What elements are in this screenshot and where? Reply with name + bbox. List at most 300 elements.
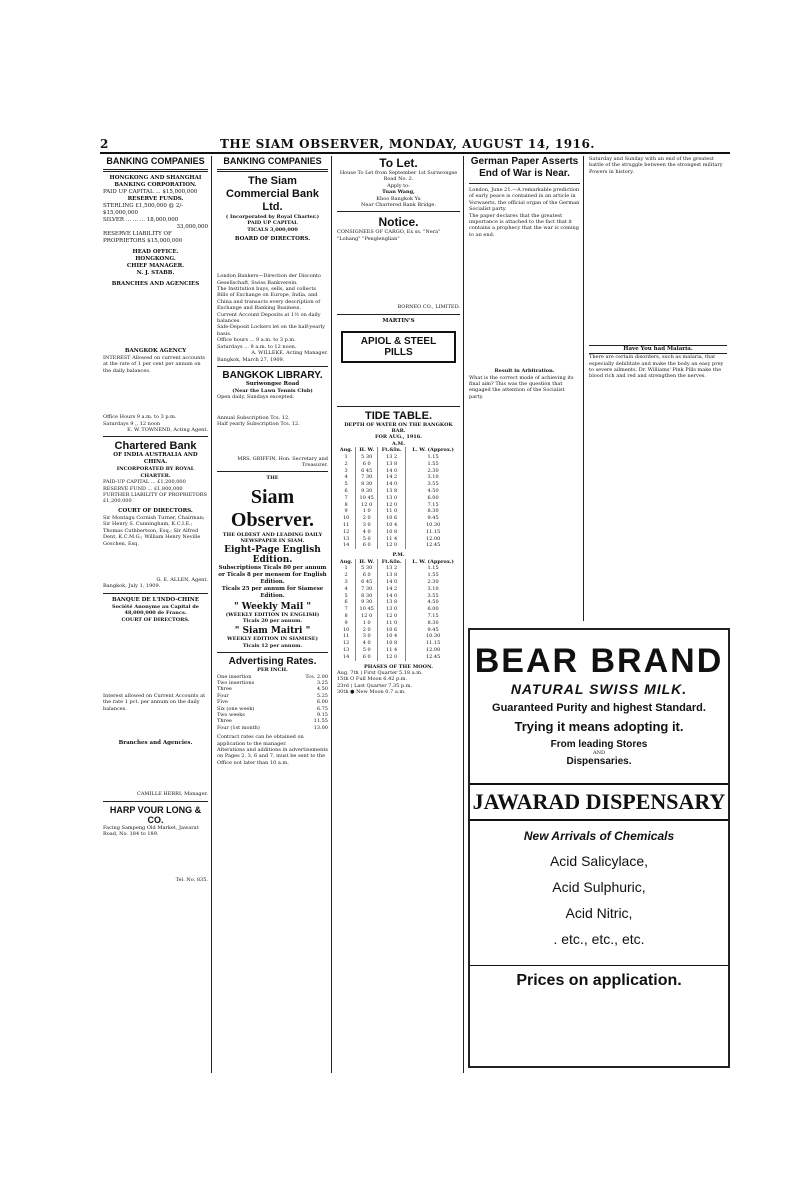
siamese-ticals: Ticals 12 per annum. [242,642,303,649]
tide-cell: 11 0 [378,508,406,515]
indochine-directors [103,623,208,693]
deposit-note: Interest allowed on Current Accounts at the rate 1 pct. per annum on the daily balances. [103,692,206,712]
column-news [466,156,584,621]
tide-row [337,495,460,502]
library-half: Half yearly Subscription Tcs. 12. [217,421,300,428]
notice-signature: BORNEO CO., LIMITED. [397,304,460,311]
trying: Trying it means adopting it. [514,719,684,734]
tide-cell: 10 4 [378,633,406,640]
tide-cell: 10 8 [378,529,406,536]
rate-value: 11.55 [313,718,328,725]
tide-cell: 10 [342,626,350,633]
divider [217,471,328,472]
indochine-court: COURT OF DIRECTORS. [121,616,190,623]
tide-cell: 11 0 [378,620,406,627]
tide-row [337,647,460,654]
directors-list: Sir Montagu Cornish Turner, Chairman; Sir Henry S. Cunningham, K.C.I.E.; Thomas Cuthbertson, Esq.; Sir Alfred Dent, K.C.M.G.; William Henry Neville Goschen, Esq. [103,514,205,547]
library-heading: BANGKOK LIBRARY. [222,369,323,381]
tide-cell: 11 4 [378,647,406,654]
tide-cell: 7 30 [356,586,378,593]
column-heading: BANKING COMPANIES [106,156,205,166]
weekly-ticals: Ticals 20 per annum. [242,617,303,624]
rate-label: Six (one week) [217,705,255,712]
rate-value: 9.15 [316,712,328,719]
tide-col-header: Aug. [339,447,353,454]
tide-cell: 10 6 [378,515,406,522]
tide-cell: 1 [344,454,348,461]
saturday-hours: Saturdays 9 ,, 12 noon [103,420,161,427]
divider [217,169,328,172]
tide-am: A.M. [392,440,405,447]
rate-value: 5.25 [316,692,328,699]
tide-cell: 11 4 [378,536,406,543]
tide-cell: 4 0 [356,640,378,647]
pills-name: APIOL & STEEL PILLS [341,331,456,363]
tide-row [337,633,460,640]
tide-cell: 7 30 [356,474,378,481]
chartered-heading: Chartered Bank [114,440,197,453]
tide-row [337,454,460,461]
observer-oldest: THE OLDEST AND LEADING DAILY NEWSPAPER IN SIAM. [222,531,323,545]
tide-cell: 7 [344,494,348,501]
library-terms [217,428,328,456]
tide-row [337,606,460,613]
rate-label: Two weeks [217,712,245,719]
acid-item: Acid Salicylace, [549,853,649,870]
tide-row [337,613,460,620]
library-road: Suriwongse Road [245,380,300,387]
library-block [217,401,328,415]
tide-cell: 10 45 [356,495,378,502]
tide-cell: 5 30 [356,565,378,572]
divider [103,169,208,172]
tide-table-am [337,447,460,549]
sterling: STERLING £1,500,000 @ 2/- $15,000,000 [103,203,184,216]
tide-cell: 12 0 [378,654,406,661]
tide-cell: 9 30 [356,488,378,495]
divider [337,406,460,407]
contract-note: Contract rates can be obtained on application to the manager. [217,734,304,747]
tide-cell: 6 45 [356,468,378,475]
tide-cell: 5 0 [356,647,378,654]
rate-value: 13.00 [313,724,328,731]
acids-list [470,853,728,947]
moon-phase: 15th O Full Moon 6.42 p.m. [337,676,408,683]
library-subscription: Annual Subscription Tcs. 12. [217,414,290,421]
rate-value: 4.50 [316,686,328,693]
tide-cell: 5 0 [356,536,378,543]
tuan-name: Tuan Wang, [382,189,415,196]
rate-value: 6.75 [316,705,328,712]
tide-col-header: Aug. [339,558,353,565]
tide-cell: 12.00 [406,536,460,543]
tide-cell: 4 0 [356,529,378,536]
malaria-heading: Have You had Malaria. [589,345,727,354]
library-near: (Near the Lawn Tennis Club) [232,387,313,394]
rate-value: Tcs. 2.00 [305,673,328,680]
tide-row [337,522,460,529]
pills-body [337,369,460,403]
siam-maitri: " Siam Maitri " [234,626,311,637]
tide-cell: 6 0 [356,572,378,579]
notice-heading: Notice. [378,215,419,230]
rate-value: 6.00 [316,699,328,706]
chartered-signature: G. E. ALLEN, Agent. [156,576,208,583]
rate-row [217,725,328,731]
observer-name: Siam Observer. [230,485,315,531]
divider [103,593,208,594]
incorporated: INCORPORATED BY ROYAL CHARTER. [116,466,195,479]
branches-list [103,288,208,348]
tide-cell: 13 8 [378,461,406,468]
tide-cell: 5 [344,592,348,599]
tide-col-header: Ft.&In. [378,447,406,454]
tide-cell: 10.30 [406,633,460,640]
tide-cell: 1 0 [356,620,378,627]
tide-cell: 9.45 [406,515,460,522]
tide-cell: 14 2 [378,586,406,593]
pills-top: MARTIN'S [382,317,415,324]
tide-cell: 3 0 [356,522,378,529]
tide-cell: 3 [344,579,348,586]
article-continued: Saturday and Sunday with an end of the greatest battle of the struggle between the strongest military Powers in history. [589,156,723,175]
column-heading: BANKING COMPANIES [223,156,322,166]
article-text [589,175,727,345]
article-headline: German Paper Asserts End of War is Near. [470,156,579,179]
tide-cell: 7.15 [406,613,460,620]
article-dateline: London, June 21.—A remarkable prediction of early peace is contained in an article in Vorwaerts, the official organ of the German Socialist party. [469,187,580,213]
library-signature: MRS. GRIFFIN, Hon. Secretary and Treasurer. [237,455,328,468]
tide-cell: 11.15 [406,640,460,647]
divider [217,652,328,653]
tide-cell: 7.15 [406,502,460,509]
arrivals: New Arrivals of Chemicals [523,829,675,844]
branches2-heading: Branches and Agencies. [118,740,193,747]
tide-month: FOR AUG., 1916. [374,434,422,441]
moon-phase: 23rd ( Last Quarter 7.35 p.m. [337,682,413,689]
masthead-title: THE SIAM OBSERVER, MONDAY, AUGUST 14, 1916. [220,137,595,151]
harp-tel: Tel. No. 835. [175,877,208,884]
siamese-weekly: WEEKLY EDITION IN SIAMESE) [227,636,318,643]
paid-up: PAID UP CAPITAL [247,220,298,227]
tide-cell: 3 0 [356,633,378,640]
chartered-date: Bangkok, July 1, 1909. [103,583,161,590]
rate-label: Two insertions [217,680,255,686]
article-body2: What is the correct mode of achieving its final aim? This was the question that engaged the attention of the Socialist party. [469,374,574,400]
paid-up-capital: PAID UP CAPITAL ... $15,000,000 [103,189,198,195]
bank-name: HONGKONG AND SHANGHAI BANKING CORPORATION. [109,175,202,188]
tide-cell: 1.15 [406,454,460,461]
reserve-funds: RESERVE FUNDS. [127,196,184,202]
tide-cell: 12.45 [406,542,460,549]
tide-cell: 13 2 [378,565,406,572]
manager-name: N. J. STABB. [136,270,175,276]
tide-cell: 14 0 [378,579,406,586]
article-subhead: Result in Arbitration. [494,368,555,375]
tide-cell: 6.00 [406,606,460,613]
hongkong: HONGKONG. [135,256,176,262]
total: 33,000,000 [176,224,208,230]
tide-row [337,542,460,549]
tide-cell: 6 45 [356,579,378,586]
tide-cell: 1.55 [406,461,460,468]
tide-row [337,572,460,579]
house-text: House To Let from September 1st Suriwongse Road No. 2. [339,170,458,183]
tide-cell: 2 0 [356,515,378,522]
tide-cell: 6 0 [356,461,378,468]
observer-the: THE [266,475,279,482]
tide-col-header: H. W. [356,447,378,454]
tide-cell: 8.30 [406,620,460,627]
tide-cell: 12 0 [378,502,406,509]
tide-cell: 2.30 [406,468,460,475]
divider [337,314,460,315]
tide-row [337,481,460,488]
column-banking-2 [214,156,332,1073]
tide-row [337,536,460,543]
court-heading: COURT OF DIRECTORS. [118,507,193,514]
notes-block [103,374,208,414]
masthead [100,138,730,154]
indochine-heading: BANQUE DE L'INDO-CHINE [111,596,200,603]
ticals: TICALS 3,000,000 [247,226,298,233]
tide-cell: 8.30 [406,508,460,515]
tide-cell: 6.00 [406,495,460,502]
london-bankers: London Bankers—Direction der Disconto Gesellschaft, Swiss Bankverein. [217,273,321,286]
tide-col-header: H. W. [356,559,378,566]
near-text: Near Chartered Bank Bridge. [361,202,436,209]
tide-cell: 14 0 [378,593,406,600]
paid-capital: PAID-UP CAPITAL ... £1,200,000 [103,479,186,486]
article-text [469,238,580,368]
tide-cell: 10 4 [378,522,406,529]
tide-row [337,586,460,593]
tide-cell: 13 8 [378,488,406,495]
tide-cell: 13 0 [378,606,406,613]
rate-value: 3.25 [316,680,328,686]
tide-row [337,529,460,536]
tide-row [337,640,460,647]
tide-table-pm [337,559,460,661]
interest-text: INTEREST Allowed on current accounts at the rate of 1 per cent per annum on the daily balances. [103,355,205,374]
tide-cell: 13 2 [378,454,406,461]
prices-line: Prices on application. [470,965,728,990]
bank-name: The Siam Commercial Bank Ltd. [226,175,319,213]
acid-item: Acid Sulphuric, [552,879,646,896]
tide-cell: 2 [344,572,348,579]
further-liability: FURTHER LIABILITY OF PROPRIETORS £1,200,000 [103,492,207,505]
tide-cell: 9 [344,619,348,626]
incorporated: ( Incorporated by Royal Charter.) [225,214,320,220]
deposit-block [103,712,208,740]
tide-cell: 11.15 [406,529,460,536]
tide-cell: 12.00 [406,647,460,654]
rates-list [217,674,328,732]
tide-cell: 2 0 [356,627,378,634]
tide-cell: 6 [344,599,348,606]
tide-cell: 6 0 [356,542,378,549]
camille-signature: CAMILLE HERRI, Manager. [137,791,208,798]
tide-col-header: Ft.&In. [378,559,406,566]
tide-cell: 14 0 [378,468,406,475]
bear-brand: BEAR BRAND [474,642,724,680]
rate-label: Three [217,718,232,725]
tide-row [337,515,460,522]
tide-cell: 13 [342,647,350,653]
divider [469,183,580,184]
and-text: AND [593,750,605,756]
harp-text: Facing Sampeng Old Market, Jawarat Road, No. 184 to 189. [103,824,199,837]
observer-subs: Subscriptions Ticals 80 per annum or Ticals 8 per mensem for English Edition. [218,564,327,585]
tide-row [337,461,460,468]
column-news-2 [586,156,730,621]
tide-cell: 4 [344,585,348,592]
page-number: 2 [100,137,109,151]
office-hours: Office Hours 9 a.m. to 3 p.m. [103,414,177,421]
tide-row [337,474,460,481]
board-list [217,243,328,273]
manager-signature: A. WILLEKE, Acting Manager. [251,350,328,357]
transactions: The Institution buys, sells, and collects Bills of Exchange on Europe, India, and China and transacts every description of Exchange and Banking Business. [217,286,321,312]
acid-item: . etc., etc., etc. [553,931,645,948]
tide-cell: 3.10 [406,586,460,593]
to-let-heading: To Let. [379,156,418,170]
tide-cell: 8 [344,613,348,620]
tide-row [337,488,460,495]
tide-cell: 8 30 [356,593,378,600]
indochine-sub: Société Anonyme au Capital de 48,000,000 de Francs. [111,603,199,617]
divider [217,366,328,367]
tide-cell: 3 [344,467,348,474]
rate-label: One insertion [217,673,252,680]
divider [337,211,460,212]
tide-cell: 10 6 [378,627,406,634]
head-office: HEAD OFFICE. [132,249,179,255]
tide-cell: 10.30 [406,522,460,529]
observer-pages: Eight-Page English Edition. [224,544,321,565]
column-banking-1 [100,156,212,1073]
advertising-heading: Advertising Rates. [228,656,317,668]
rate-label: Five [217,699,228,706]
reserve-liability: RESERVE LIABILITY OF PROPRIETORS $15,000,000 [103,231,183,244]
column-notices [334,156,464,1073]
tide-cell: 13 0 [378,495,406,502]
rate-label: Four [217,692,229,699]
moon-phases [337,670,460,696]
office-hours: Office hours ... 9 a.m. to 3 p.m. [217,337,296,344]
tide-heading: TIDE TABLE. [364,409,432,422]
article-body: The paper declares that the greatest importance is attached to the fact that it contains a prophecy that the war is coming to an end. [469,212,579,238]
tide-cell: 11 [342,522,350,529]
tide-cell: 3.55 [406,593,460,600]
agency-heading: BANGKOK AGENCY [124,348,187,354]
tide-row [337,579,460,586]
tide-cell: 4.50 [406,599,460,606]
tide-row [337,468,460,475]
tide-cell: 9 [344,508,348,515]
tide-cell: 12.45 [406,654,460,661]
tide-row [337,654,460,661]
tide-cell: 1 [344,565,348,572]
tide-cell: 14 2 [378,474,406,481]
observer-siamese: Ticals 25 per annum for Siamese Edition. [221,585,324,599]
tide-cell: 10 [342,515,350,522]
reserve-fund: RESERVE FUND ... £1,800,000 [103,485,183,492]
tide-cell: 2.30 [406,579,460,586]
tide-cell: 5 30 [356,454,378,461]
tide-cell: 13 [342,535,350,542]
tide-col-header: L. W. (Approx.) [406,447,460,454]
phases-heading: PHASES OF THE MOON. [363,663,434,670]
tide-row [337,565,460,572]
tide-cell: 8 30 [356,481,378,488]
chief-manager: CHIEF MANAGER. [126,263,185,269]
tide-cell: 10 8 [378,640,406,647]
tide-cell: 3.55 [406,481,460,488]
current-account: Current Account Deposits at 1½ on daily balances. [217,311,321,325]
divider [103,436,208,437]
swiss-milk: NATURAL SWISS MILK. [510,681,688,697]
harp-body [103,837,208,877]
tide-row [337,620,460,627]
tide-cell: 1.55 [406,572,460,579]
alterations-note: Alterations and additions in advertisements on Pages 2, 3, 6 and 7, must be sent to the Office not later than 10 a.m. [217,747,328,766]
tide-cell: 14 [342,653,350,660]
advertisement [468,628,730,1068]
tide-cell: 12 [342,640,350,647]
newspaper-page [100,138,730,1068]
tide-cell: 12 [342,528,350,535]
tide-cell: 7 [344,606,348,613]
jawarad-heading: JAWARAD DISPENSARY [470,783,728,821]
tide-sub: DEPTH OF WATER ON THE BANGKOK BAR. [344,421,453,435]
tide-cell: 4.50 [406,488,460,495]
apply-text: Apply to: [387,182,410,189]
safe-deposit: Safe-Deposit Lockers let on the half-yearly basis. [217,324,326,337]
tide-cell: 6 [344,488,348,495]
tide-cell: 10 45 [356,606,378,613]
tide-cell: 2 [344,460,348,467]
tide-pm: P.M. [392,552,405,559]
board-heading: BOARD OF DIRECTORS. [234,236,311,243]
tide-row [337,508,460,515]
tide-cell: 6 0 [356,654,378,661]
silver: SILVER ... ... ... 18,000,000 [103,217,179,223]
notice-body [337,242,460,304]
consignees: CONSIGNEES OF CARGO, Ex ss. "Nera" "Lohang" "Penglenglian" [337,229,441,242]
manager-date: Bangkok, March 27, 1909. [217,356,285,363]
tide-cell: 4 [344,474,348,481]
dispensaries: Dispensaries. [566,756,632,768]
tide-cell: 12 0 [356,613,378,620]
tide-cell: 13 8 [378,599,406,606]
tide-row [337,593,460,600]
rate-label: Four (1st month) [217,724,260,731]
guaranteed: Guaranteed Purity and highest Standard. [492,702,706,714]
moon-phase: 30th ● New Moon 0.7 a.m. [337,689,406,696]
tide-cell: 11 [342,633,350,640]
tide-col-header: L. W. (Approx.) [406,559,460,566]
moon-phase: Aug. 7th ) First Quarter 5.18 a.m. [337,670,423,676]
library-open: Open daily, Sundays excepted. [217,394,295,401]
tide-cell: 9 30 [356,599,378,606]
from-stores: From leading Stores [550,739,648,750]
tide-cell: 12 0 [378,613,406,620]
tide-cell: 3.10 [406,474,460,481]
weekly-sub: (WEEKLY EDITION IN ENGLISH) [225,611,320,618]
tide-cell: 1.15 [406,565,460,572]
khoo-name: Khoo Bangkok Yu [376,195,421,202]
